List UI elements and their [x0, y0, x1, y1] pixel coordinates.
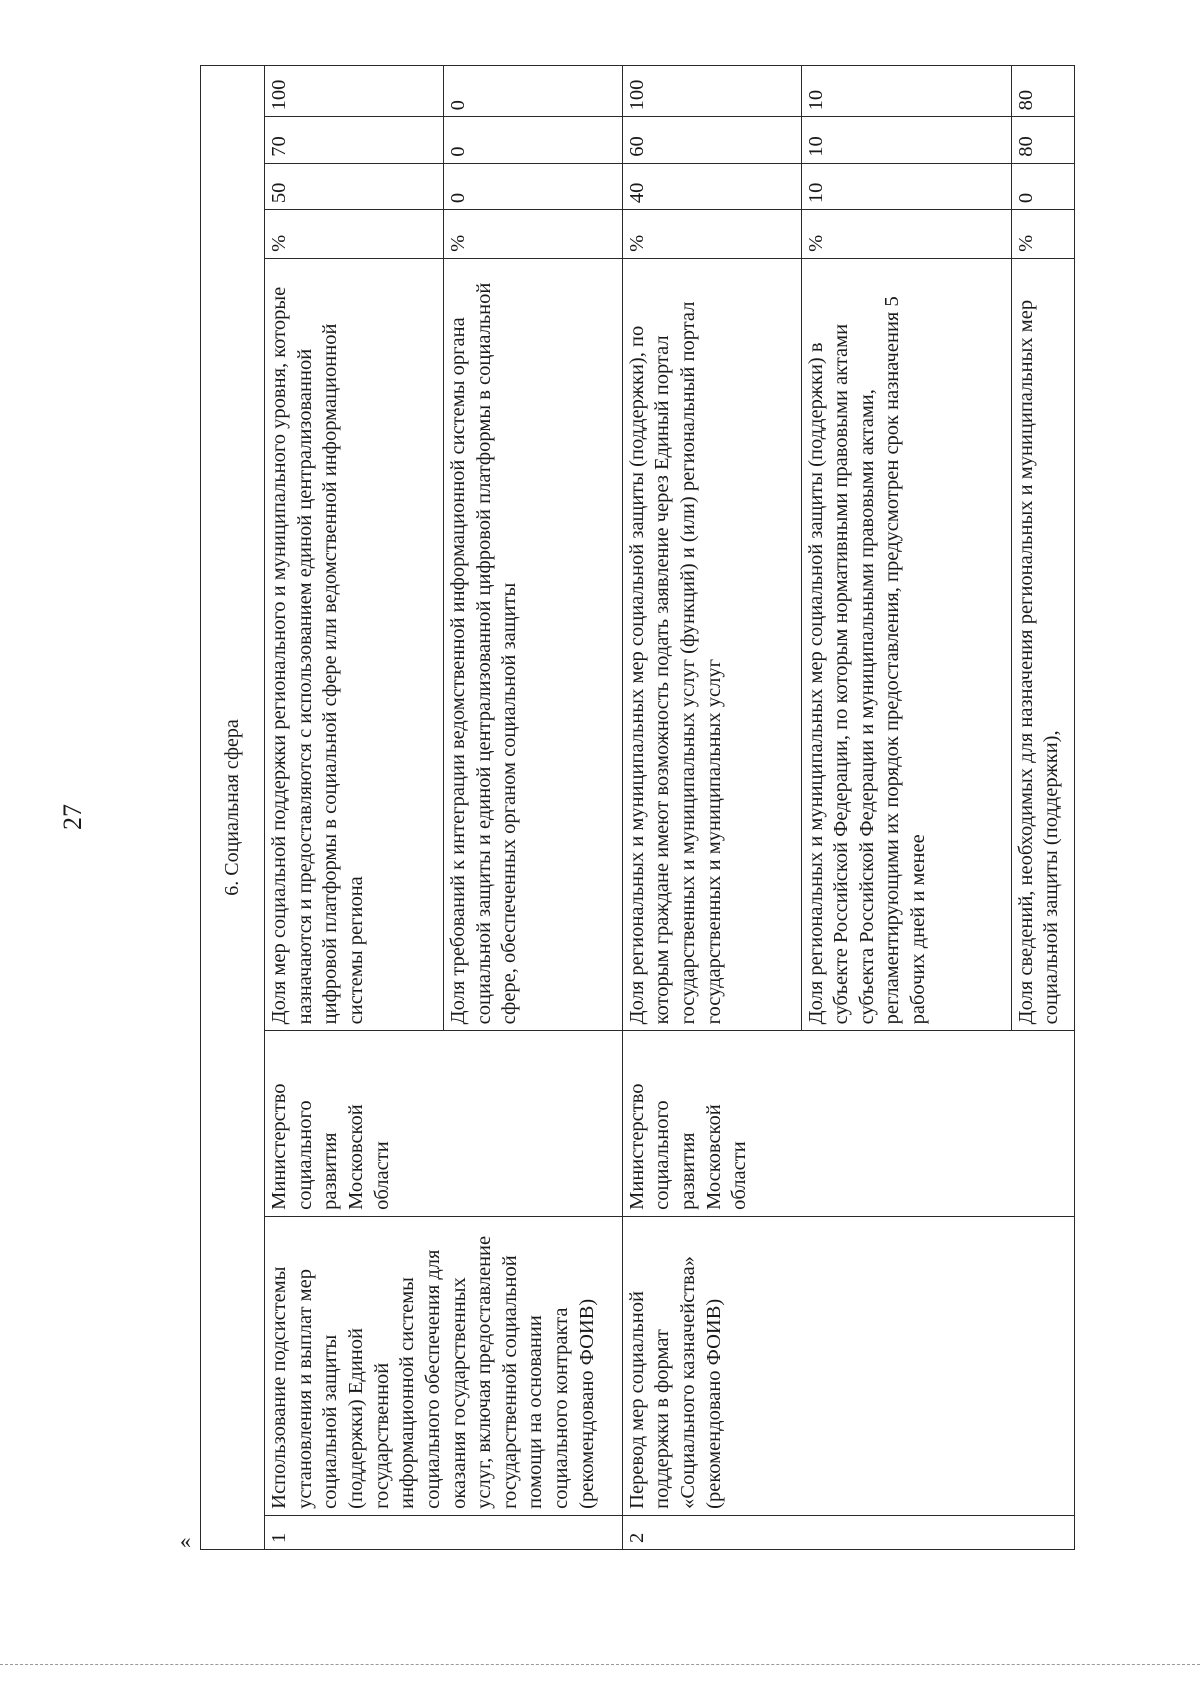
section-header	[201, 66, 265, 1550]
value-cell: 70	[265, 117, 444, 163]
measure-cell: Перевод мер социальной поддержки в формат «Социального казначейства» (рекомендовано ФОИВ)	[622, 1216, 1074, 1515]
section-title: 6. Социальная сфера	[221, 719, 244, 896]
table-row	[265, 66, 444, 1550]
scan-edge-line	[0, 1664, 1200, 1665]
value-cell: 100	[265, 66, 444, 117]
indicator-cell: Доля сведений, необходимых для назначения региональных и муниципальных мер социальной защиты (поддержки),	[1011, 258, 1074, 1031]
value-cell: 10	[801, 117, 1011, 163]
value-cell: 0	[443, 163, 622, 209]
indicator-cell: Доля требований к интеграции ведомственной информационной системы органа социальной защиты и единой централизованной цифровой платформы в социальной сфере, обеспеченных органом социальной защиты	[443, 258, 622, 1031]
value-cell: 80	[1011, 66, 1074, 117]
indicator-cell: Доля мер социальной поддержки регионального и муниципального уровня, которые назначаются и предоставляются с использованием единой централизованной цифровой платформы в социальной сфере или ведомственной информационной системы региона	[265, 258, 444, 1031]
value-cell: 60	[622, 117, 801, 163]
value-cell: 0	[443, 117, 622, 163]
value-cell: 10	[801, 163, 1011, 209]
social-sphere-table	[200, 65, 1075, 1550]
agency-cell: Министерство социального развития Московской области	[265, 1031, 623, 1216]
unit-cell: %	[622, 210, 801, 259]
value-cell: 50	[265, 163, 444, 209]
rotated-table-frame	[200, 65, 1200, 1543]
value-cell: 100	[622, 66, 801, 117]
value-cell: 0	[443, 66, 622, 117]
table-row	[622, 66, 801, 1550]
indicator-cell: Доля региональных и муниципальных мер социальной защиты (поддержки), по которым граждане имеют возможность подать заявление через Единый портал государственных и муниципальных услуг (функций) и (или) региональный портал государственных и муниципальных услуг	[622, 258, 801, 1031]
agency-cell: Министерство социального развития Московской области	[622, 1031, 1074, 1216]
page-number: 27	[58, 804, 87, 830]
value-cell: 80	[1011, 117, 1074, 163]
row-number: 1	[265, 1515, 623, 1549]
opening-quote-mark: «	[180, 1528, 191, 1553]
value-cell: 0	[1011, 163, 1074, 209]
measure-cell: Использование подсистемы установления и выплат мер социальной защиты (поддержки) Единой государственной информационной системы социального обеспечения для оказания государственных услуг, включая предоставление государственной социальной помощи на основании социального контракта (рекомендовано ФОИВ)	[265, 1216, 623, 1515]
unit-cell: %	[265, 210, 444, 259]
value-cell: 10	[801, 66, 1011, 117]
unit-cell: %	[1011, 210, 1074, 259]
unit-cell: %	[801, 210, 1011, 259]
unit-cell: %	[443, 210, 622, 259]
value-cell: 40	[622, 163, 801, 209]
indicator-cell: Доля региональных и муниципальных мер социальной защиты (поддержки) в субъекте Российской Федерации, по которым нормативными правовыми актами субъекта Российской Федерации и муниципальными правовыми актами, регламентирующими их порядок предоставления, предусмотрен срок назначения 5 рабочих дней и менее	[801, 258, 1011, 1031]
row-number: 2	[622, 1515, 1074, 1549]
